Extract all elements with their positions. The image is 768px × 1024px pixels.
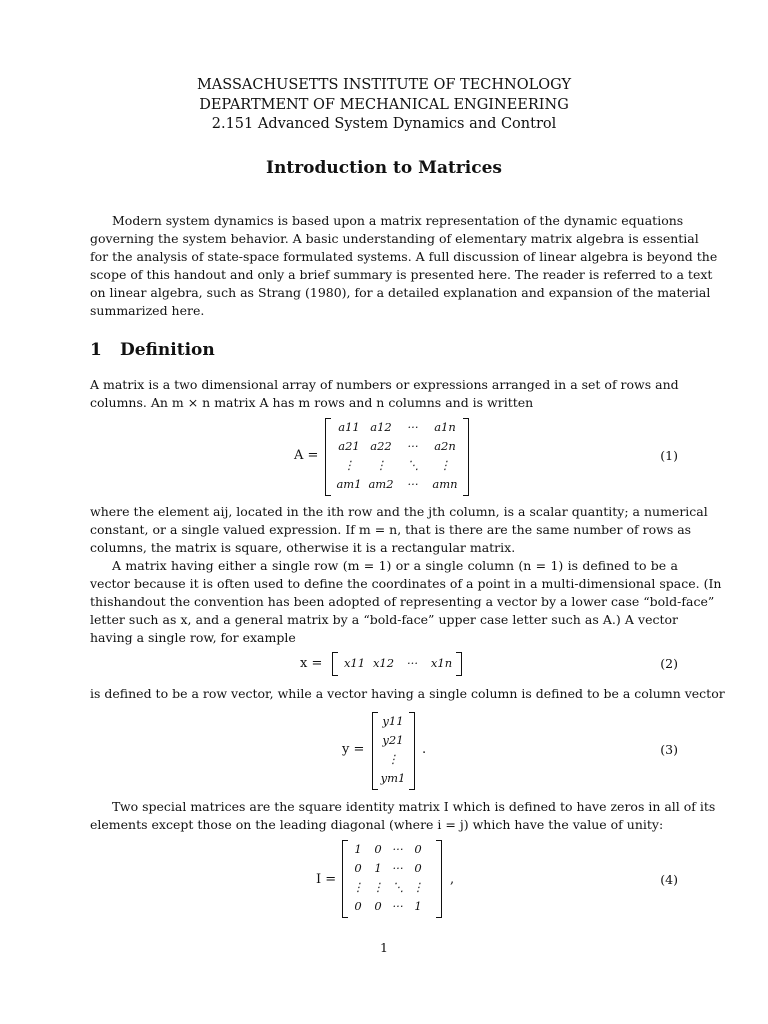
intro-line: scope of this handout and only a brief summary is presented here. The reader is referred to a text <box>90 267 713 282</box>
section-title: Definition <box>120 340 215 360</box>
equation-3 <box>90 712 678 792</box>
matrix-cell: a22 <box>370 439 392 453</box>
matrix-cell: a1n <box>434 420 456 434</box>
left-bracket <box>325 418 331 496</box>
equation-punctuation: . <box>422 742 427 757</box>
element-line: columns, the matrix is square, otherwise it is a rectangular matrix. <box>90 540 516 555</box>
vector-cell: x1n <box>430 656 453 670</box>
right-bracket <box>456 652 462 676</box>
matrix-cell: ⋮ <box>372 880 384 894</box>
row-vector-paragraph <box>90 685 725 703</box>
identity-line: Two special matrices are the square identity matrix I which is defined to have zeros in all of its <box>112 799 716 814</box>
matrix-cell: ⋮ <box>352 880 364 894</box>
course-name: 2.151 Advanced System Dynamics and Control <box>211 116 557 132</box>
matrix-cell: ··· <box>407 477 419 491</box>
matrix-cell: 1 <box>354 842 362 856</box>
row-vector-line: is defined to be a row vector, while a vector having a single column is defined to be a column vector <box>90 686 725 701</box>
vector-cell: x12 <box>372 656 395 670</box>
right-bracket <box>463 418 469 496</box>
vector-line: letter such as x, and a general matrix by a “bold-face” upper case letter such as A.) A vector <box>90 612 678 627</box>
matrix-cell: ··· <box>392 861 404 875</box>
matrix-cell: amn <box>432 477 458 491</box>
equation-lhs: x = <box>300 656 323 671</box>
vector-line: vector because it is often used to define the coordinates of a point in a multi-dimensional space. (In <box>90 576 722 591</box>
definition-line: A matrix is a two dimensional array of numbers or expressions arranged in a set of rows and <box>90 377 679 392</box>
equation-number: (1) <box>660 448 678 463</box>
matrix-cell: ··· <box>407 420 419 434</box>
document-title: Introduction to Matrices <box>266 158 502 178</box>
equation-punctuation: , <box>450 872 455 887</box>
vector-cell: y11 <box>382 714 404 728</box>
matrix-cell: a11 <box>338 420 360 434</box>
intro-line: for the analysis of state-space formulated systems. A full discussion of linear algebra is beyond the <box>90 249 718 264</box>
matrix-cell: 1 <box>414 899 422 913</box>
matrix-cell: ··· <box>407 439 419 453</box>
institution-name: MASSACHUSETTS INSTITUTE OF TECHNOLOGY <box>196 77 572 93</box>
matrix-cell: ⋮ <box>412 880 424 894</box>
matrix-cell: 0 <box>414 861 422 875</box>
matrix-cell: ⋮ <box>375 458 387 472</box>
equation-lhs: I = <box>316 872 337 887</box>
matrix-cell: ⋮ <box>439 458 451 472</box>
document-header <box>0 76 768 135</box>
intro-paragraph <box>90 212 718 320</box>
vector-line: A matrix having either a single row (m = 1) or a single column (n = 1) is defined to be a <box>112 558 678 573</box>
matrix-cell: 0 <box>374 842 382 856</box>
section-number: 1 <box>90 340 102 360</box>
intro-line: Modern system dynamics is based upon a matrix representation of the dynamic equations <box>112 213 684 228</box>
matrix-cell: a21 <box>338 439 360 453</box>
matrix-cell: a2n <box>434 439 456 453</box>
equation-2 <box>90 652 678 678</box>
matrix-cell: 0 <box>374 899 382 913</box>
intro-line: summarized here. <box>90 303 205 318</box>
page-number: 1 <box>380 940 388 955</box>
equation-number: (2) <box>660 656 678 671</box>
section-heading <box>90 340 215 360</box>
right-bracket <box>436 840 442 918</box>
vector-cell: x11 <box>343 656 366 670</box>
equation-number: (4) <box>660 872 678 887</box>
matrix-cell: 0 <box>354 899 362 913</box>
matrix-cell: 0 <box>414 842 422 856</box>
matrix-cell: ⋱ <box>407 458 419 472</box>
vector-cell: y21 <box>382 733 404 747</box>
equation-4 <box>90 840 678 920</box>
matrix-cell: ⋱ <box>392 880 404 894</box>
matrix-cell: a12 <box>370 420 392 434</box>
matrix-cell: ··· <box>392 899 404 913</box>
equation-lhs: y = <box>342 742 365 757</box>
matrix-cell: 1 <box>374 861 382 875</box>
vector-paragraph <box>90 557 722 647</box>
right-bracket <box>409 712 415 790</box>
matrix-cell: 0 <box>354 861 362 875</box>
identity-line: elements except those on the leading diagonal (where i = j) which have the value of unity: <box>90 817 664 832</box>
element-line: constant, or a single valued expression. If m = n, that is there are the same number of rows as <box>90 522 692 537</box>
identity-paragraph <box>90 798 716 834</box>
left-bracket <box>332 652 338 676</box>
matrix-cell: am2 <box>368 477 394 491</box>
element-line: where the element aij, located in the ith row and the jth column, is a scalar quantity; a numerical <box>90 504 708 519</box>
intro-line: governing the system behavior. A basic understanding of elementary matrix algebra is essential <box>90 231 699 246</box>
equation-lhs: A = <box>294 448 319 463</box>
vector-line: having a single row, for example <box>90 630 296 645</box>
matrix-cell: ⋮ <box>343 458 355 472</box>
matrix-cell: ··· <box>392 842 404 856</box>
vector-line: thishandout the convention has been adopted of representing a vector by a lower case “bold-face” <box>90 594 715 609</box>
vector-cell: ym1 <box>380 771 406 785</box>
equation-number: (3) <box>660 742 678 757</box>
element-paragraph <box>90 503 708 557</box>
vector-cell: ⋮ <box>387 752 399 766</box>
equation-1 <box>90 418 678 496</box>
matrix-cell: am1 <box>336 477 362 491</box>
department-name: DEPARTMENT OF MECHANICAL ENGINEERING <box>199 96 569 113</box>
intro-line: on linear algebra, such as Strang (1980), for a detailed explanation and expansion of the material <box>90 285 711 300</box>
vector-cell: ··· <box>407 656 418 670</box>
definition-line: columns. An m × n matrix A has m rows and n columns and is written <box>90 395 534 410</box>
definition-paragraph <box>90 376 678 412</box>
